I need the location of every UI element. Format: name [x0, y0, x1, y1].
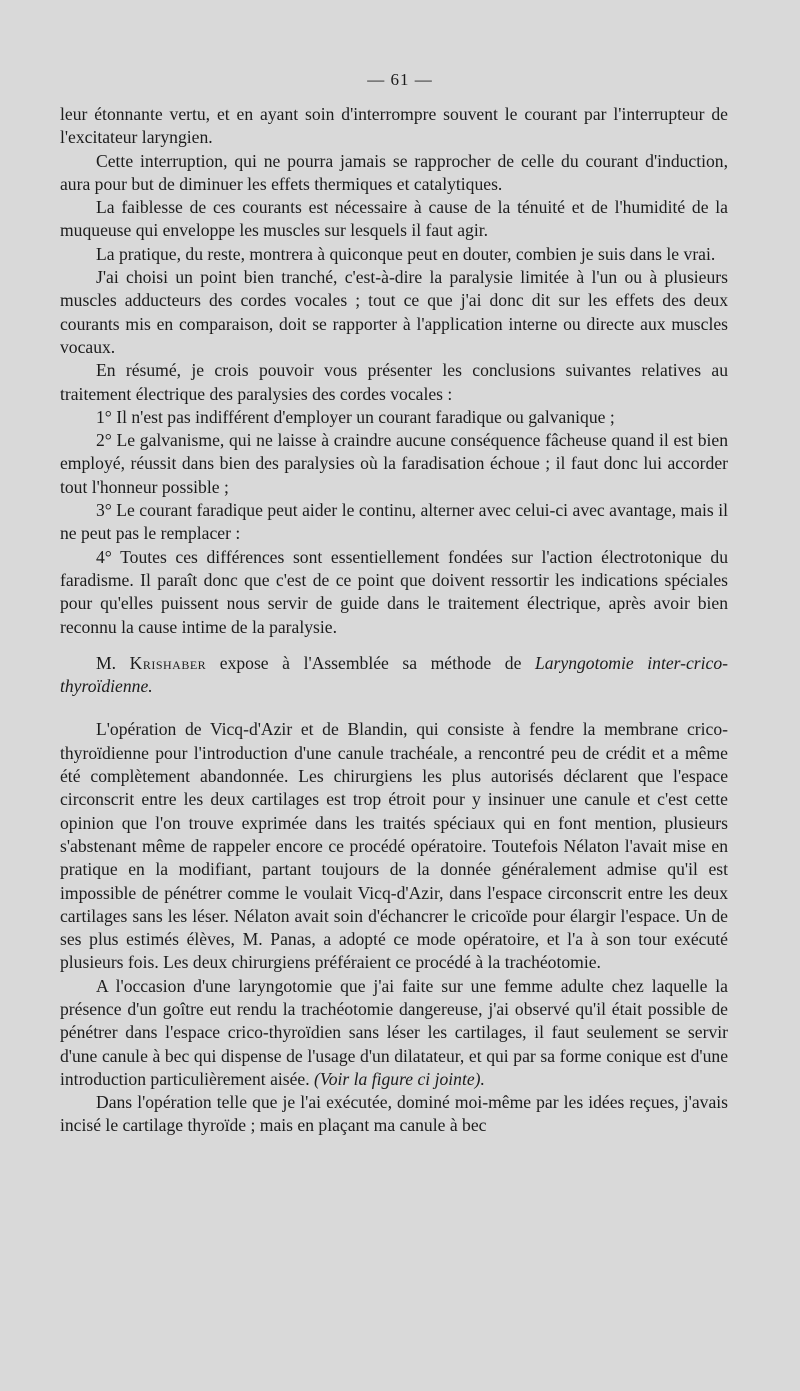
conclusion-item-3: 3° Le courant faradique peut aider le continu, alterner avec celui-ci avec avantage, mais il ne peut pas le remplacer :: [60, 500, 728, 544]
announcement-prefix: M.: [96, 652, 130, 673]
speaker-name: Krishaber: [129, 652, 207, 673]
paragraph: [60, 975, 728, 1091]
announcement-middle: expose à l'Assemblée sa méthode de: [206, 652, 535, 673]
figure-reference: (Voir la figure ci jointe).: [314, 1068, 485, 1089]
paragraph: Cette interruption, qui ne pourra jamais se rapprocher de celle du courant d'induction, aura pour but de diminuer les effets thermiques et catalytiques.: [60, 150, 728, 194]
paragraph: L'opération de Vicq-d'Azir et de Blandin, qui consiste à fendre la membrane crico-thyroïdienne pour l'introduction d'une canule trachéale, a rencontré peu de crédit et a même été complètement abandonnée. Les chirurgiens les plus autorisés déclarent que l'espace circonscrit entre les deux cartilages est trop étroit pour y insinuer une canule et c'est cette opinion que l'on trouve exprimée dans les traités spéciaux qui en font mention, plusieurs s'abstenant même de rappeler encore ce procédé opératoire. Toutefois Nélaton l'avait mise en pratique en la modifiant, partant toujours de la donnée généralement admise qu'il est impossible de pénétrer comme le voulait Vicq-d'Azir, dans l'espace circonscrit entre les deux cartilages sans les léser. Nélaton avait soin d'échancrer le cricoïde pour élargir l'espace. Un de ses plus estimés élèves, M. Panas, a adopté ce mode opératoire, et l'a à son tour exécuté plusieurs fois. Les deux chirurgiens préféraient ce procédé à la trachéotomie.: [60, 719, 728, 973]
paragraph: Dans l'opération telle que je l'ai exécutée, dominé moi-même par les idées reçues, j'avais incisé le cartilage thyroïde ; mais en plaçant ma canule à bec: [60, 1092, 728, 1136]
conclusion-item-2: 2° Le galvanisme, qui ne laisse à craindre aucune conséquence fâcheuse quand il est bien employé, réussit dans bien des paralysies où la faradisation échoue ; il faut donc lui accorder tout l'honneur possible ;: [60, 430, 728, 497]
paragraph: J'ai choisi un point bien tranché, c'est-à-dire la paralysie limitée à l'un ou à plusieurs muscles adducteurs des cordes vocales ; tout ce que j'ai donc dit sur les effets des deux courants mis en comparaison, doit se rapporter à l'application interne ou directe aux muscles vocaux.: [60, 267, 728, 357]
paragraph: La faiblesse de ces courants est nécessaire à cause de la ténuité et de l'humidité de la muqueuse qui enveloppe les muscles sur lesquels il faut agir.: [60, 197, 728, 241]
paragraph-text: A l'occasion d'une laryngotomie que j'ai faite sur une femme adulte chez laquelle la présence d'un goître eut rendu la trachéotomie dangereuse, j'ai observé qu'il était possible de pénétrer dans l'espace crico-thyroïdien sans léser les cartilages, il faut seulement se servir d'une canule à bec qui dispense de l'usage d'un dilatateur, et qui par sa forme conique est d'une introduction particulièrement aisée.: [60, 975, 728, 1089]
conclusion-item-4: 4° Toutes ces différences sont essentiellement fondées sur l'action électrotonique du faradisme. Il paraît donc que c'est de ce point que doivent ressortir les indications spéciales pour qu'elles puissent nous servir de guide dans le traitement électrique, après avoir bien reconnu la cause intime de la paralysie.: [60, 546, 728, 637]
body-text: [60, 103, 728, 1138]
page-number: — 61 —: [367, 70, 433, 89]
paragraph: En résumé, je crois pouvoir vous présenter les conclusions suivantes relatives au traitement électrique des paralysies des cordes vocales :: [60, 360, 728, 404]
paragraph: leur étonnante vertu, et en ayant soin d'interrompre souvent le courant par l'interrupteur de l'excitateur laryngien.: [60, 104, 728, 148]
announcement: [60, 652, 728, 699]
conclusion-item-1: 1° Il n'est pas indifférent d'employer un courant faradique ou galvanique ;: [96, 406, 615, 427]
paragraph: La pratique, du reste, montrera à quiconque peut en douter, combien je suis dans le vrai.: [96, 243, 716, 264]
method-title: Laryngotomie inter-crico-thyroïdienne.: [60, 652, 729, 697]
